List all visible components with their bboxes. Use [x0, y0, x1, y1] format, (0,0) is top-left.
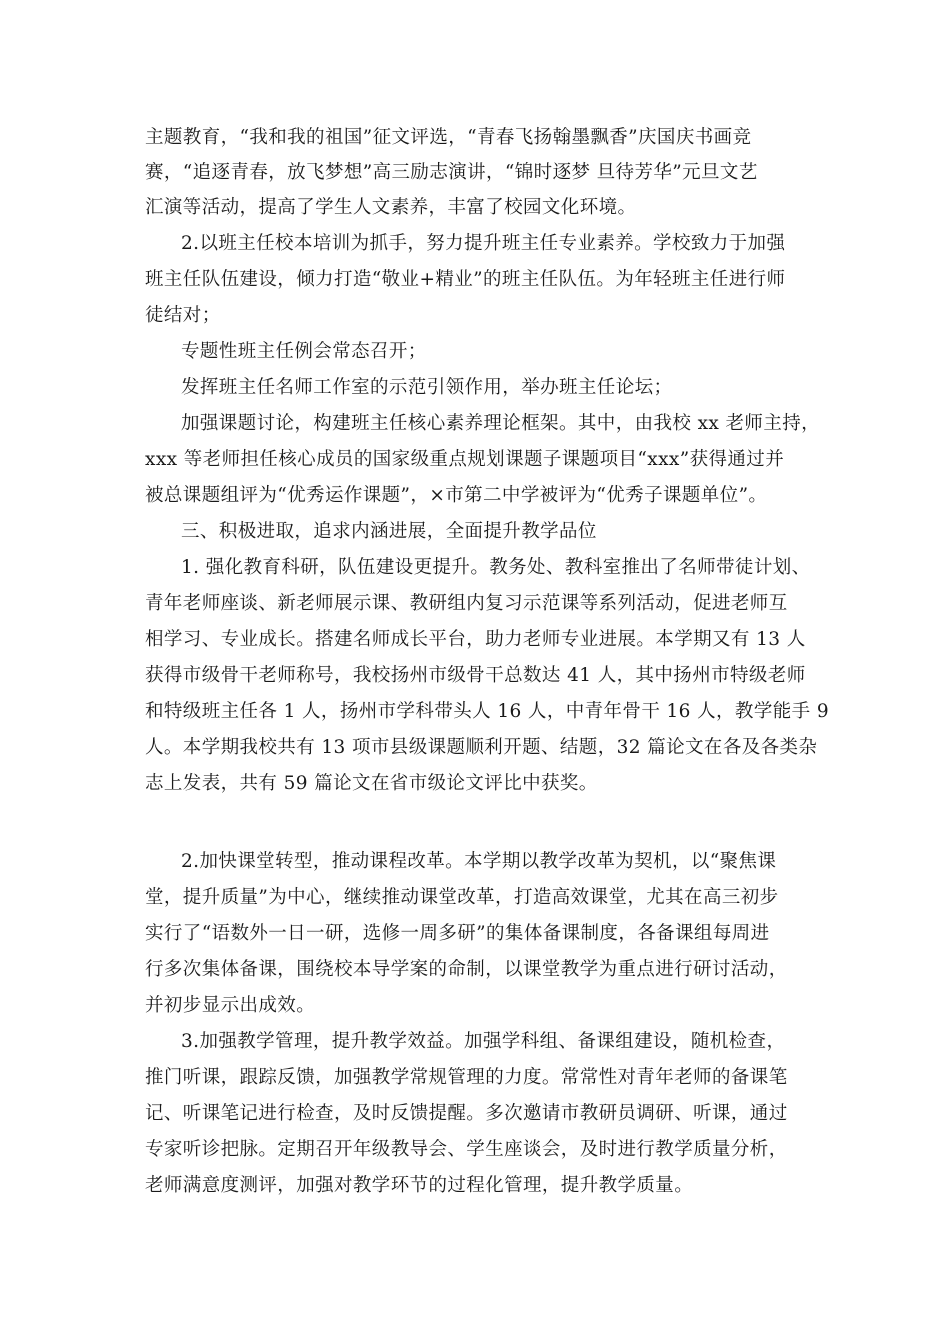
text-line: 徒结对； — [145, 305, 221, 326]
text-line: 老师满意度测评，加强对教学环节的过程化管理，提升教学质量。 — [145, 1175, 694, 1196]
text-line: 主题教育，“我和我的祖国”征文评选，“青春飞扬翰墨飘香”庆国庆书画竞 — [145, 127, 752, 148]
text-line: 发挥班主任名师工作室的示范引领作用，举办班主任论坛； — [181, 377, 673, 398]
text-line: 2.加快课堂转型，推动课程改革。本学期以教学改革为契机，以“聚焦课 — [181, 851, 777, 872]
text-line: 加强课题讨论，构建班主任核心素养理论框架。其中，由我校 xx 老师主持， — [181, 413, 821, 434]
text-line: 被总课题组评为“优秀运作课题”，×市第二中学被评为“优秀子课题单位”。 — [145, 485, 768, 506]
text-line: 志上发表，共有 59 篇论文在省市级论文评比中获奖。 — [145, 773, 598, 794]
text-line: 并初步显示出成效。 — [145, 995, 316, 1016]
text-line: 汇演等活动，提高了学生人文素养，丰富了校园文化环境。 — [145, 197, 637, 218]
text-line: 2.以班主任校本培训为抓手，努力提升班主任专业素养。学校致力于加强 — [181, 233, 786, 254]
text-line: 班主任队伍建设，倾力打造“敬业+精业”的班主任队伍。为年轻班主任进行师 — [145, 269, 786, 290]
text-line: 记、听课笔记进行检查，及时反馈提醒。多次邀请市教研员调研、听课，通过 — [145, 1103, 788, 1124]
text-line: 1. 强化教育科研，队伍建设更提升。教务处、教科室推出了名师带徒计划、 — [181, 557, 811, 578]
text-line: 和特级班主任各 1 人，扬州市学科带头人 16 人，中青年骨干 16 人，教学能手 9 — [145, 701, 829, 722]
text-line: 实行了“语数外一日一研，选修一周多研”的集体备课制度，各备课组每周进 — [145, 923, 770, 944]
text-line: 专家听诊把脉。定期召开年级教导会、学生座谈会，及时进行教学质量分析， — [145, 1139, 788, 1160]
text-line: 青年老师座谈、新老师展示课、教研组内复习示范课等系列活动，促进老师互 — [145, 593, 788, 614]
text-line: 专题性班主任例会常态召开； — [181, 341, 427, 362]
section-heading: 三、积极进取，追求内涵进展，全面提升教学品位 — [181, 521, 597, 542]
text-line: 人。本学期我校共有 13 项市县级课题顺利开题、结题，32 篇论文在各及各类杂 — [145, 737, 818, 758]
text-line: 行多次集体备课，围绕校本导学案的命制，以课堂教学为重点进行研讨活动， — [145, 959, 788, 980]
text-line: 相学习、专业成长。搭建名师成长平台，助力老师专业进展。本学期又有 13 人 — [145, 629, 806, 650]
text-line: 赛，“追逐青春，放飞梦想”高三励志演讲，“锦时逐梦 旦待芳华”元旦文艺 — [145, 162, 758, 183]
text-line: 堂，提升质量”为中心，继续推动课堂改革，打造高效课堂，尤其在高三初步 — [145, 887, 779, 908]
text-line: 3.加强教学管理，提升教学效益。加强学科组、备课组建设，随机检查， — [181, 1031, 786, 1052]
text-line: 获得市级骨干老师称号，我校扬州市级骨干总数达 41 人，其中扬州市特级老师 — [145, 665, 806, 686]
text-line: xxx 等老师担任核心成员的国家级重点规划课题子课题项目“xxx”获得通过并 — [145, 449, 785, 470]
text-line: 推门听课，跟踪反馈，加强教学常规管理的力度。常常性对青年老师的备课笔 — [145, 1067, 788, 1088]
